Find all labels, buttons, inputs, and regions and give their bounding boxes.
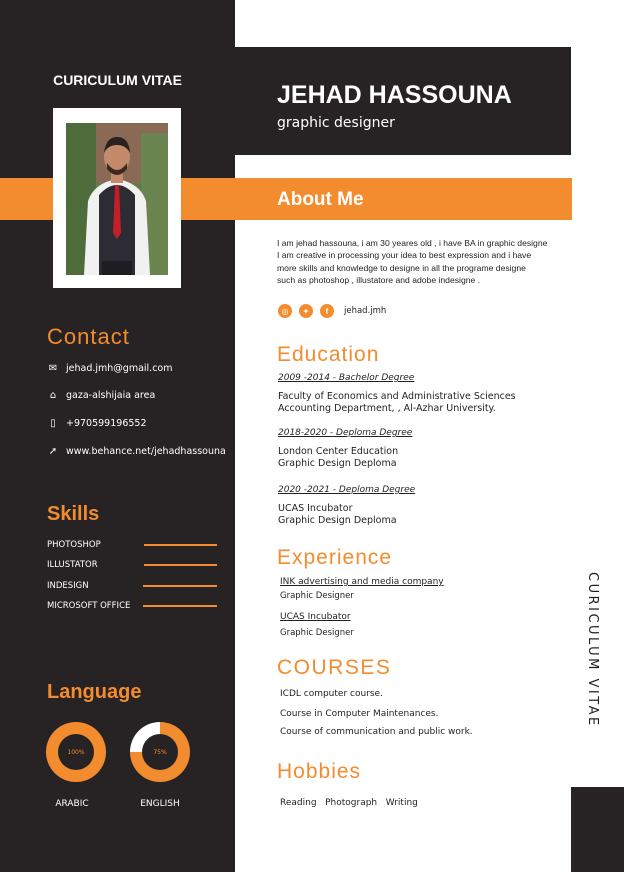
contact-website-text: www.behance.net/jehadhassouna [66, 446, 226, 457]
language-percent: 75% [142, 734, 178, 770]
contact-address-text: gaza-alshijaia area [66, 390, 156, 401]
corner-block [571, 787, 624, 872]
skill-bar [143, 585, 217, 587]
skill-name: PHOTOSHOP [47, 540, 101, 550]
contact-address [47, 390, 155, 401]
about-line: I am creative in processing your idea to best expression and i have [277, 250, 532, 261]
skill-bar [144, 564, 217, 566]
education-line: London Center Education [278, 446, 399, 457]
about-title: About Me [277, 189, 364, 210]
course-item: Course in Computer Maintenances. [280, 709, 439, 719]
education-degree: 2009 -2014 - Bachelor Degree [278, 373, 415, 383]
skill-name: ILLUSTATOR [47, 560, 98, 570]
skill-bar [144, 544, 217, 546]
contact-email-text: jehad.jmh@gmail.com [66, 363, 173, 374]
hobbies-title: Hobbies [277, 760, 362, 783]
skill-name: INDESIGN [47, 581, 89, 591]
skill-row [47, 540, 217, 550]
education-line: Accounting Department, , Al-Azhar University. [278, 403, 496, 414]
vertical-cv-label: CURICULUM VITAE [585, 572, 600, 728]
profile-photo [66, 123, 168, 275]
education-degree: 2020 -2021 - Deploma Degree [278, 485, 416, 495]
envelope-icon: ✉ [48, 363, 58, 374]
cv-label: CURICULUM VITAE [53, 72, 182, 88]
language-name: ARABIC [55, 799, 89, 809]
skills-title: Skills [47, 503, 100, 525]
about-line: I am jehad hassouna, i am 30 yeares old , i have BA in graphic designe [277, 238, 548, 248]
experience-company: UCAS Incubator [280, 612, 351, 622]
full-name: JEHAD HASSOUNA [277, 81, 512, 109]
arrow-icon: ➚ [48, 446, 58, 457]
courses-title: COURSES [277, 656, 392, 679]
language-name: ENGLISH [140, 799, 180, 809]
skill-row [47, 560, 217, 570]
experience-role: Graphic Designer [280, 628, 354, 638]
skill-row [47, 581, 217, 591]
language-ring-arabic [46, 722, 106, 782]
home-icon: ⌂ [49, 390, 57, 401]
contact-phone-text: +970599196552 [66, 418, 147, 429]
contact-title: Contact [47, 324, 130, 349]
contact-email[interactable] [47, 363, 173, 374]
contact-phone[interactable] [47, 418, 147, 429]
about-text [277, 237, 571, 286]
experience-title: Experience [277, 546, 393, 569]
course-item: ICDL computer course. [280, 689, 383, 699]
education-line: UCAS Incubator [278, 503, 353, 514]
facebook-icon[interactable]: f [320, 304, 334, 318]
contact-website[interactable] [47, 446, 226, 457]
language-percent: 100% [58, 734, 94, 770]
skill-name: MICROSOFT OFFICE [47, 601, 131, 611]
experience-role: Graphic Designer [280, 591, 354, 601]
language-ring-english [130, 722, 190, 782]
social-handle[interactable]: jehad.jmh [344, 306, 387, 316]
instagram-icon[interactable]: ◎ [278, 304, 292, 318]
hobbies-text: Reading Photograph Writing [280, 798, 418, 808]
about-line: such as photoshop , illustatore and adobe indesigne . [277, 274, 481, 285]
person-photo-icon [66, 123, 168, 275]
education-line: Graphic Design Deploma [278, 515, 397, 526]
education-degree: 2018-2020 - Deploma Degree [278, 428, 413, 438]
twitter-icon[interactable]: ✦ [299, 304, 313, 318]
about-line: more skills and knowledge to designe in all the programe designe [277, 262, 526, 273]
skill-bar [143, 605, 217, 607]
course-item: Course of communication and public work. [280, 727, 473, 737]
education-line: Graphic Design Deploma [278, 458, 397, 469]
language-title: Language [47, 681, 142, 703]
skill-row [47, 601, 217, 611]
phone-icon: ▯ [50, 418, 56, 429]
experience-company: INK advertising and media company [280, 577, 444, 587]
education-title: Education [277, 343, 380, 366]
education-line: Faculty of Economics and Administrative Sciences [278, 391, 516, 402]
job-title: graphic designer [277, 115, 395, 131]
